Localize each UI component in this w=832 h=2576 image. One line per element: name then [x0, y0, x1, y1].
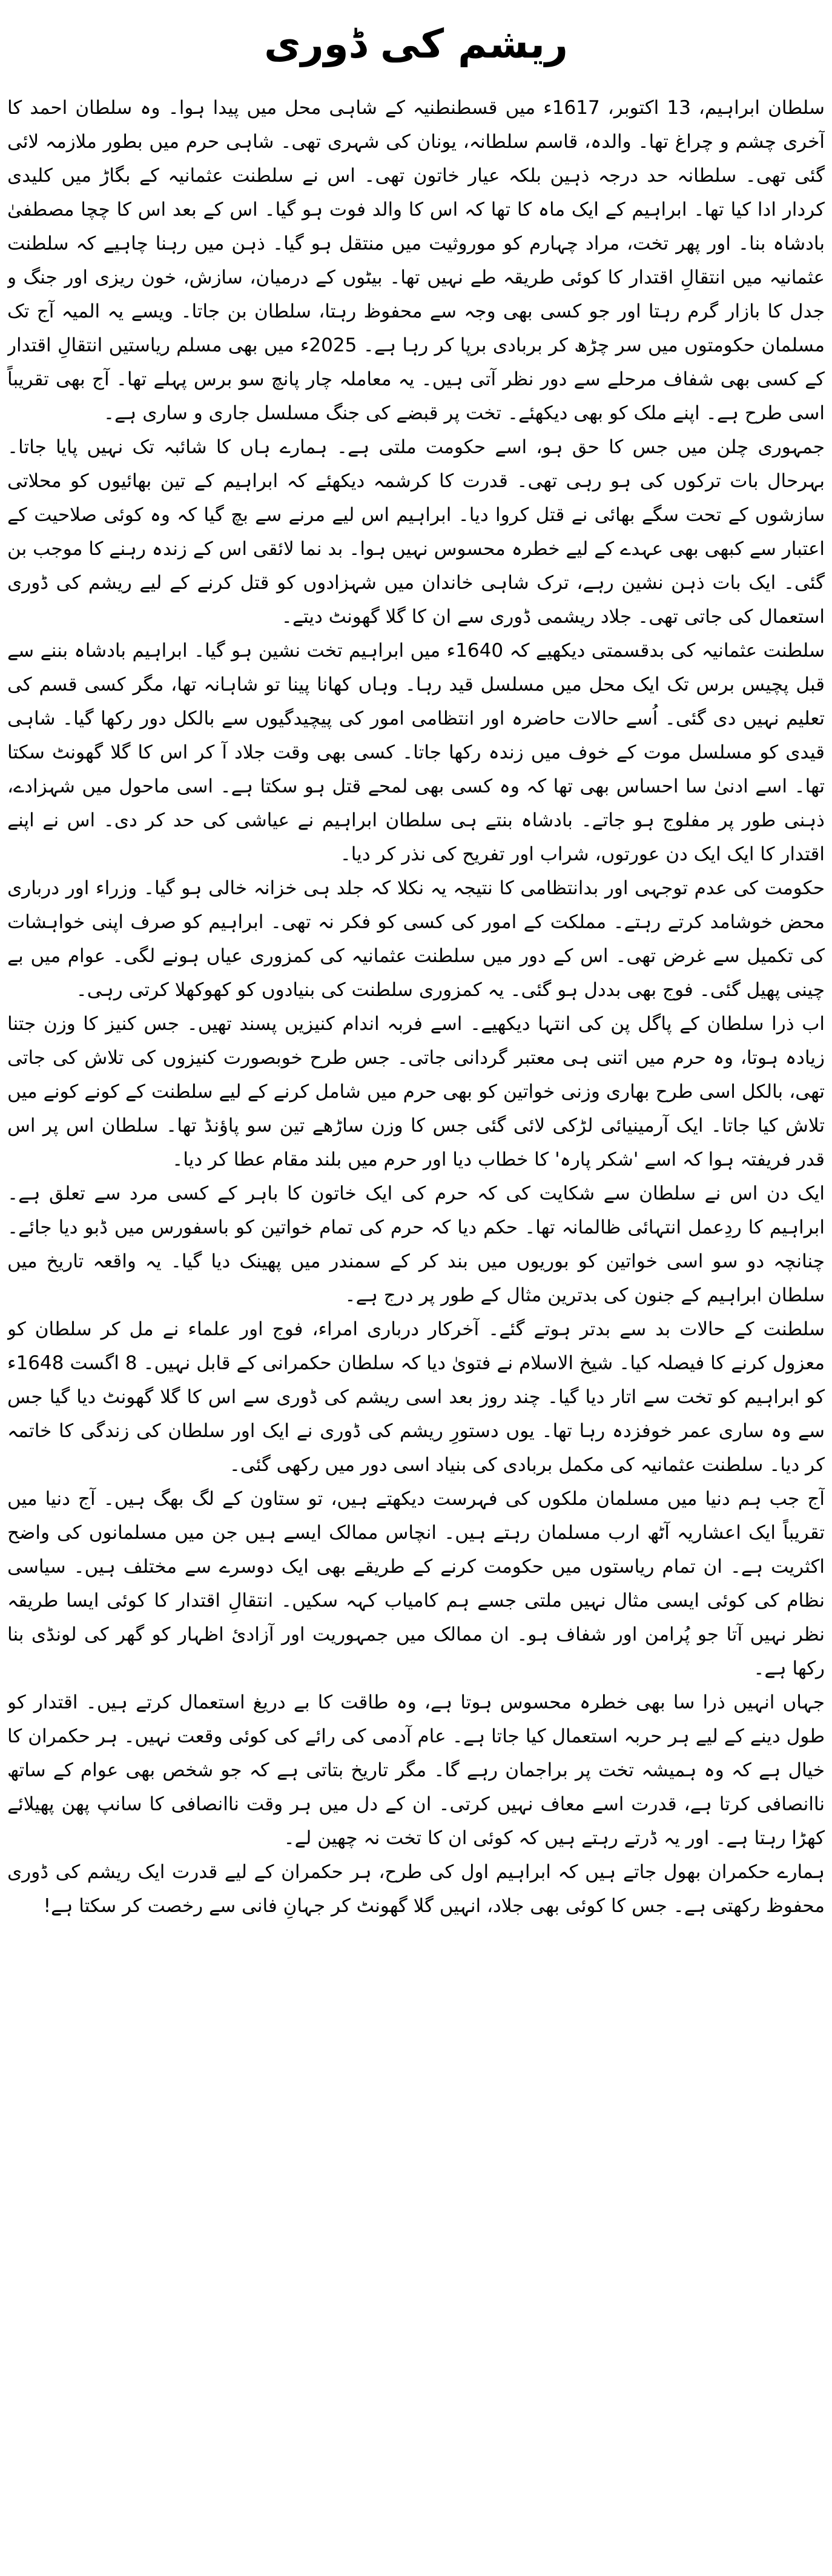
- article-paragraph: جمہوری چلن میں جس کا حق ہو، اسے حکومت ملتی ہے۔ ہمارے ہاں کا شائبہ تک نہیں پایا جاتا۔ بہرحال بات ترکوں کی ہو رہی تھی۔ قدرت کا کرشمہ دیکھئے کہ ابراہیم کے تین بھائیوں کو محلاتی سازشوں کے تحت سگے بھائی نے قتل کروا دیا۔ ابراہیم اس لیے مرنے سے بچ گیا کہ وہ کوئی صلاحیت کے اعتبار سے کبھی بھی عہدے کے لیے خطرہ محسوس نہیں ہوا۔ بد نما لائقی اس کے زندہ رہنے کا موجب بن گئی۔ ایک بات ذہن نشین رہے، ترک شاہی خاندان میں شہزادوں کو قتل کرنے کے لیے ریشم کی ڈوری استعمال کی جاتی تھی۔ جلاد ریشمی ڈوری سے ان کا گلا گھونٹ دیتے۔: [7, 436, 825, 628]
- article-paragraph: ایک دن اس نے سلطان سے شکایت کی کہ حرم کی ایک خاتون کا باہر کے کسی مرد سے تعلق ہے۔ ابراہیم کا ردِعمل انتہائی ظالمانہ تھا۔ حکم دیا کہ حرم کی تمام خواتین کو باسفورس میں ڈبو دیا جائے۔ چنانچہ دو سو اسی خواتین کو بوریوں میں بند کر کے سمندر میں پھینک دیا گیا۔ یہ واقعہ تاریخ میں سلطان ابراہیم کے جنون کی بدترین مثال کے طور پر درج ہے۔: [7, 1183, 825, 1306]
- article-paragraph: حکومت کی عدم توجہی اور بدانتظامی کا نتیجہ یہ نکلا کہ جلد ہی خزانہ خالی ہو گیا۔ وزراء اور درباری محض خوشامد کرتے رہتے۔ مملکت کے امور کی کسی کو فکر نہ تھی۔ ابراہیم کو صرف اپنی خواہشات کی تکمیل سے غرض تھی۔ اس کے دور میں سلطنت عثمانیہ کی کمزوری عیاں ہونے لگی۔ عوام میں بے چینی پھیل گئی۔ فوج بھی بددل ہو گئی۔ یہ کمزوری سلطنت کی بنیادوں کو کھوکھلا کرتی رہی۔: [7, 877, 825, 1001]
- article-paragraph: سلطنت عثمانیہ کی بدقسمتی دیکھیے کہ 1640ء میں ابراہیم تخت نشین ہو گیا۔ ابراہیم بادشاہ بننے سے قبل پچیس برس تک ایک محل میں مسلسل قید رہا۔ وہاں کھانا پینا تو شاہانہ تھا، مگر کسی قسم کی تعلیم نہیں دی گئی۔ اُسے حالات حاضرہ اور انتظامی امور کی پیچیدگیوں سے بالکل دور رکھا گیا۔ شاہی قیدی کو مسلسل موت کے خوف میں زندہ رکھا جاتا۔ کسی بھی وقت جلاد آ کر اس کا گلا گھونٹ سکتا تھا۔ اسے ادنیٰ سا احساس بھی تھا کہ وہ کسی بھی لمحے قتل ہو سکتا ہے۔ اسی ماحول میں شہزادے، ذہنی طور پر مفلوج ہو جاتے۔ بادشاہ بنتے ہی سلطان ابراہیم نے عیاشی کی حد کر دی۔ اس نے اپنے اقتدار کا ایک ایک دن عورتوں، شراب اور تفریح کی نذر کر دیا۔: [7, 640, 825, 865]
- article-headline: ریشم کی ڈوری: [264, 21, 568, 67]
- article-paragraph: جہاں انہیں ذرا سا بھی خطرہ محسوس ہوتا ہے، وہ طاقت کا بے دریغ استعمال کرتے ہیں۔ اقتدار کو طول دینے کے لیے ہر حربہ استعمال کیا جاتا ہے۔ عام آدمی کی رائے کی کوئی وقعت نہیں۔ ہر حکمران کا خیال ہے کہ وہ ہمیشہ تخت پر براجمان رہے گا۔ مگر تاریخ بتاتی ہے کہ جو شخص بھی عوام کے ساتھ ناانصافی کرتا ہے، قدرت اسے معاف نہیں کرتی۔ ان کے دل میں ہر وقت ناانصافی کا سانپ پھن پھیلائے کھڑا رہتا ہے۔ اور یہ ڈرتے رہتے ہیں کہ کوئی ان کا تخت نہ چھین لے۔: [7, 1691, 825, 1849]
- article-paragraph: آج جب ہم دنیا میں مسلمان ملکوں کی فہرست دیکھتے ہیں، تو ستاون کے لگ بھگ ہیں۔ آج دنیا میں تقریباً ایک اعشاریہ آٹھ ارب مسلمان رہتے ہیں۔ انچاس ممالک ایسے ہیں جن میں مسلمانوں کی واضح اکثریت ہے۔ ان تمام ریاستوں میں حکومت کرنے کے طریقے بھی ایک دوسرے سے مختلف ہیں۔ سیاسی نظام کی کوئی ایسی مثال نہیں ملتی جسے ہم کامیاب کہہ سکیں۔ انتقالِ اقتدار کا کوئی ایسا طریقہ نظر نہیں آتا جو پُرامن اور شفاف ہو۔ ان ممالک میں جمہوریت اور آزادیٔ اظہار کو گھر کی لونڈی بنا رکھا ہے۔: [7, 1488, 825, 1679]
- article-paragraph: اب ذرا سلطان کے پاگل پن کی انتہا دیکھیے۔ اسے فربہ اندام کنیزیں پسند تھیں۔ جس کنیز کا وزن جتنا زیادہ ہوتا، وہ حرم میں اتنی ہی معتبر گردانی جاتی۔ جس طرح خوبصورت کنیزوں کی تلاش کی جاتی تھی، بالکل اسی طرح بھاری وزنی خواتین کو بھی حرم میں شامل کرنے کے لیے سلطنت کے کونے کونے میں تلاش کیا جاتا۔ ایک آرمینیائی لڑکی لائی گئی جس کا وزن ساڑھے تین سو پاؤنڈ تھا۔ سلطان اس پر اس قدر فریفتہ ہوا کہ اسے 'شکر پارہ' کا خطاب دیا اور حرم میں بلند مقام عطا کر دیا۔: [7, 1013, 825, 1170]
- article-paragraph: سلطنت کے حالات بد سے بدتر ہوتے گئے۔ آخرکار درباری امراء، فوج اور علماء نے مل کر سلطان کو معزول کرنے کا فیصلہ کیا۔ شیخ الاسلام نے فتویٰ دیا کہ سلطان حکمرانی کے قابل نہیں۔ 8 اگست 1648ء کو ابراہیم کو تخت سے اتار دیا گیا۔ چند روز بعد اسی ریشم کی ڈوری سے اس کا گلا گھونٹ دیا گیا جس سے وہ ساری عمر خوفزدہ رہا تھا۔ یوں دستورِ ریشم کی ڈوری نے ایک اور سلطان کی زندگی کا خاتمہ کر دیا۔ سلطنت عثمانیہ کی مکمل بربادی کی بنیاد اسی دور میں رکھی گئی۔: [7, 1318, 825, 1476]
- article-body: [7, 91, 825, 2569]
- article-paragraph: ہمارے حکمران بھول جاتے ہیں کہ ابراہیم اول کی طرح، ہر حکمران کے لیے قدرت ایک ریشم کی ڈوری محفوظ رکھتی ہے۔ جس کا کوئی بھی جلاد، انہیں گلا گھونٹ کر جہانِ فانی سے رخصت کر سکتا ہے!: [7, 1861, 825, 1917]
- article-paragraph: سلطان ابراہیم، 13 اکتوبر، 1617ء میں قسطنطنیہ کے شاہی محل میں پیدا ہوا۔ وہ سلطان احمد کا آخری چشم و چراغ تھا۔ والدہ، قاسم سلطانہ، یونان کی شہری تھی۔ شاہی حرم میں بطور ملازمہ لائی گئی تھی۔ سلطانہ حد درجہ ذہین بلکہ عیار خاتون تھی۔ اس نے سلطنت عثمانیہ کے بگاڑ میں کلیدی کردار ادا کیا تھا۔ ابراہیم کے ایک ماہ کا تھا کہ اس کا والد فوت ہو گیا۔ اس کے بعد اس کا چچا مصطفیٰ بادشاہ بنا۔ اور پھر تخت، مراد چہارم کو موروثیت میں منتقل ہو گیا۔ ذہن میں رہنا چاہیے کہ سلطنت عثمانیہ میں انتقالِ اقتدار کا کوئی طریقہ طے نہیں تھا۔ بیٹوں کے درمیان، سازش، خون ریزی اور جنگ و جدل کا بازار گرم رہتا اور جو کسی بھی وجہ سے محفوظ رہتا، سلطان بن جاتا۔ ویسے یہ المیہ آج تک مسلمان حکومتوں میں سر چڑھ کر بربادی برپا کر رہا ہے۔ 2025ء میں بھی مسلم ریاستیں انتقالِ اقتدار کے کسی بھی شفاف مرحلے سے دور نظر آتی ہیں۔ یہ معاملہ چار پانچ سو برس پہلے تھا۔ آج بھی تقریباً اسی طرح ہے۔ اپنے ملک کو بھی دیکھئے۔ تخت پر قبضے کی جنگ مسلسل جاری و ساری ہے۔: [7, 97, 825, 424]
